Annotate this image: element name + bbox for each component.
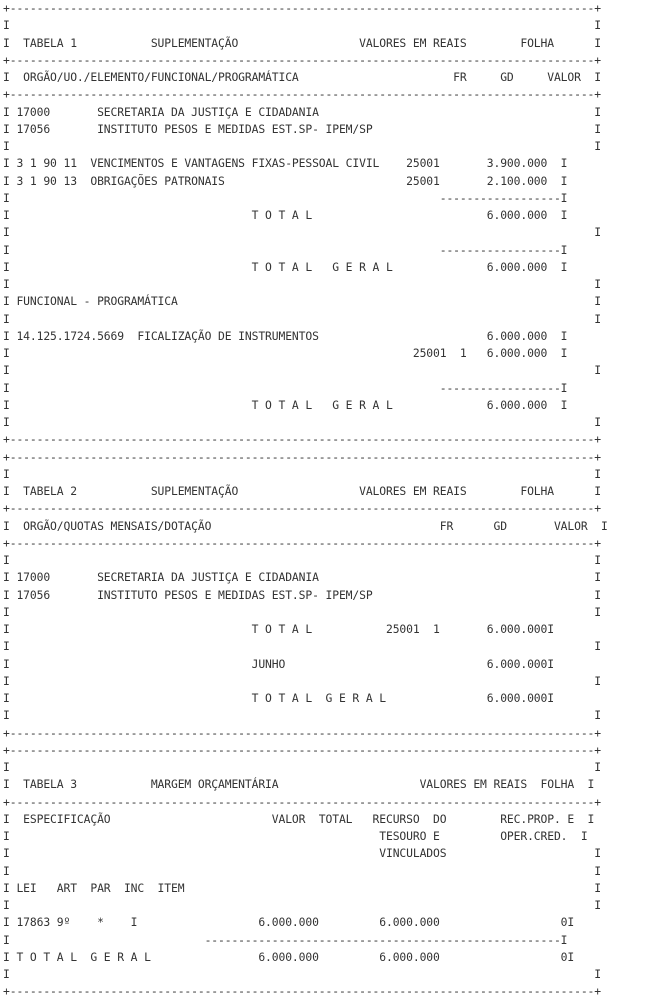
text-line: I 17863 9º * I 6.000.000 6.000.000 0I xyxy=(3,915,575,930)
text-line: I I xyxy=(3,139,601,153)
text-line: +---------------------------------------------------------------------------------------+ xyxy=(3,52,601,67)
text-line: +---------------------------------------------------------------------------------------+ xyxy=(3,984,601,999)
text-line: +---------------------------------------------------------------------------------------+ xyxy=(3,87,601,102)
text-line: I I xyxy=(3,863,601,878)
text-line: I I xyxy=(3,415,601,429)
text-line: I T O T A L G E R A L 6.000.000I xyxy=(3,691,554,705)
text-line: I I xyxy=(3,363,601,378)
text-line: I 3 1 90 11 VENCIMENTOS E VANTAGENS FIXAS-PESSOAL CIVIL 25001 3.900.000 I xyxy=(3,156,568,171)
text-line: I ORGÃO/QUOTAS MENSAIS/DOTAÇÃO FR GD VALOR I xyxy=(3,518,608,533)
text-line: I I xyxy=(3,708,601,723)
text-line: I I xyxy=(3,553,601,567)
text-line: I 17000 SECRETARIA DA JUSTIÇA E CIDADANIA I xyxy=(3,570,601,585)
text-line: I TABELA 3 MARGEM ORÇAMENTÁRIA VALORES EM REAIS FOLHA I xyxy=(3,777,595,792)
text-line: I I xyxy=(3,673,601,688)
text-line: I ------------------I xyxy=(3,242,568,257)
text-line: I T O T A L G E R A L 6.000.000 I xyxy=(3,397,568,412)
text-line: I 17000 SECRETARIA DA JUSTIÇA E CIDADANIA I xyxy=(3,104,601,119)
text-line: +---------------------------------------------------------------------------------------+ xyxy=(3,1,601,15)
text-line: I 17056 INSTITUTO PESOS E MEDIDAS EST.SP- IPEM/SP I xyxy=(3,121,601,136)
text-line: I I xyxy=(3,18,601,33)
text-line: I I xyxy=(3,311,601,326)
text-line: I FUNCIONAL - PROGRAMÁTICA I xyxy=(3,294,601,309)
text-line: I ------------------I xyxy=(3,190,568,205)
text-line: I I xyxy=(3,466,601,481)
document-body xyxy=(3,0,663,1001)
text-line: +---------------------------------------------------------------------------------------+ xyxy=(3,742,601,757)
text-line: I T O T A L 25001 1 6.000.000I xyxy=(3,622,554,636)
text-line: I I xyxy=(3,898,601,912)
text-line: I TESOURO E OPER.CRED. I xyxy=(3,829,588,843)
text-line: I -----------------------------------------------------I xyxy=(3,932,568,947)
text-line: I ------------------I xyxy=(3,380,568,395)
text-line: I LEI ART PAR INC ITEM I xyxy=(3,880,601,895)
text-line: I I xyxy=(3,639,601,654)
text-line: I T O T A L G E R A L 6.000.000 I xyxy=(3,259,568,274)
text-line: I I xyxy=(3,277,601,291)
text-line: +---------------------------------------------------------------------------------------+ xyxy=(3,501,601,516)
text-line: I T O T A L G E R A L 6.000.000 6.000.000 0I xyxy=(3,949,575,964)
text-line: +---------------------------------------------------------------------------------------+ xyxy=(3,432,601,447)
text-line: I 3 1 90 13 OBRIGAÇÕES PATRONAIS 25001 2.100.000 I xyxy=(3,173,568,188)
text-line: +---------------------------------------------------------------------------------------+ xyxy=(3,449,601,464)
text-line: I ORGÃO/UO./ELEMENTO/FUNCIONAL/PROGRAMÁTICA FR GD VALOR I xyxy=(3,70,601,84)
text-line: I T O T A L 6.000.000 I xyxy=(3,208,568,222)
text-line: +---------------------------------------------------------------------------------------+ xyxy=(3,794,601,809)
text-line: I VINCULADOS I xyxy=(3,846,601,861)
text-line: +---------------------------------------------------------------------------------------+ xyxy=(3,725,601,740)
text-line: I 25001 1 6.000.000 I xyxy=(3,346,568,360)
text-line: I I xyxy=(3,760,601,774)
text-line: I I xyxy=(3,604,601,619)
text-line: I ESPECIFICAÇÃO VALOR TOTAL RECURSO DO REC.PROP. E I xyxy=(3,811,595,826)
text-line: I I xyxy=(3,225,601,240)
text-line: I JUNHO 6.000.000I xyxy=(3,656,554,671)
text-line: I 17056 INSTITUTO PESOS E MEDIDAS EST.SP- IPEM/SP I xyxy=(3,587,601,602)
text-line: +---------------------------------------------------------------------------------------+ xyxy=(3,535,601,550)
text-line: I TABELA 2 SUPLEMENTAÇÃO VALORES EM REAIS FOLHA I xyxy=(3,484,601,498)
text-line: I TABELA 1 SUPLEMENTAÇÃO VALORES EM REAIS FOLHA I xyxy=(3,35,601,50)
text-line: I 14.125.1724.5669 FICALIZAÇÃO DE INSTRUMENTOS 6.000.000 I xyxy=(3,328,568,343)
text-line: I I xyxy=(3,967,601,981)
